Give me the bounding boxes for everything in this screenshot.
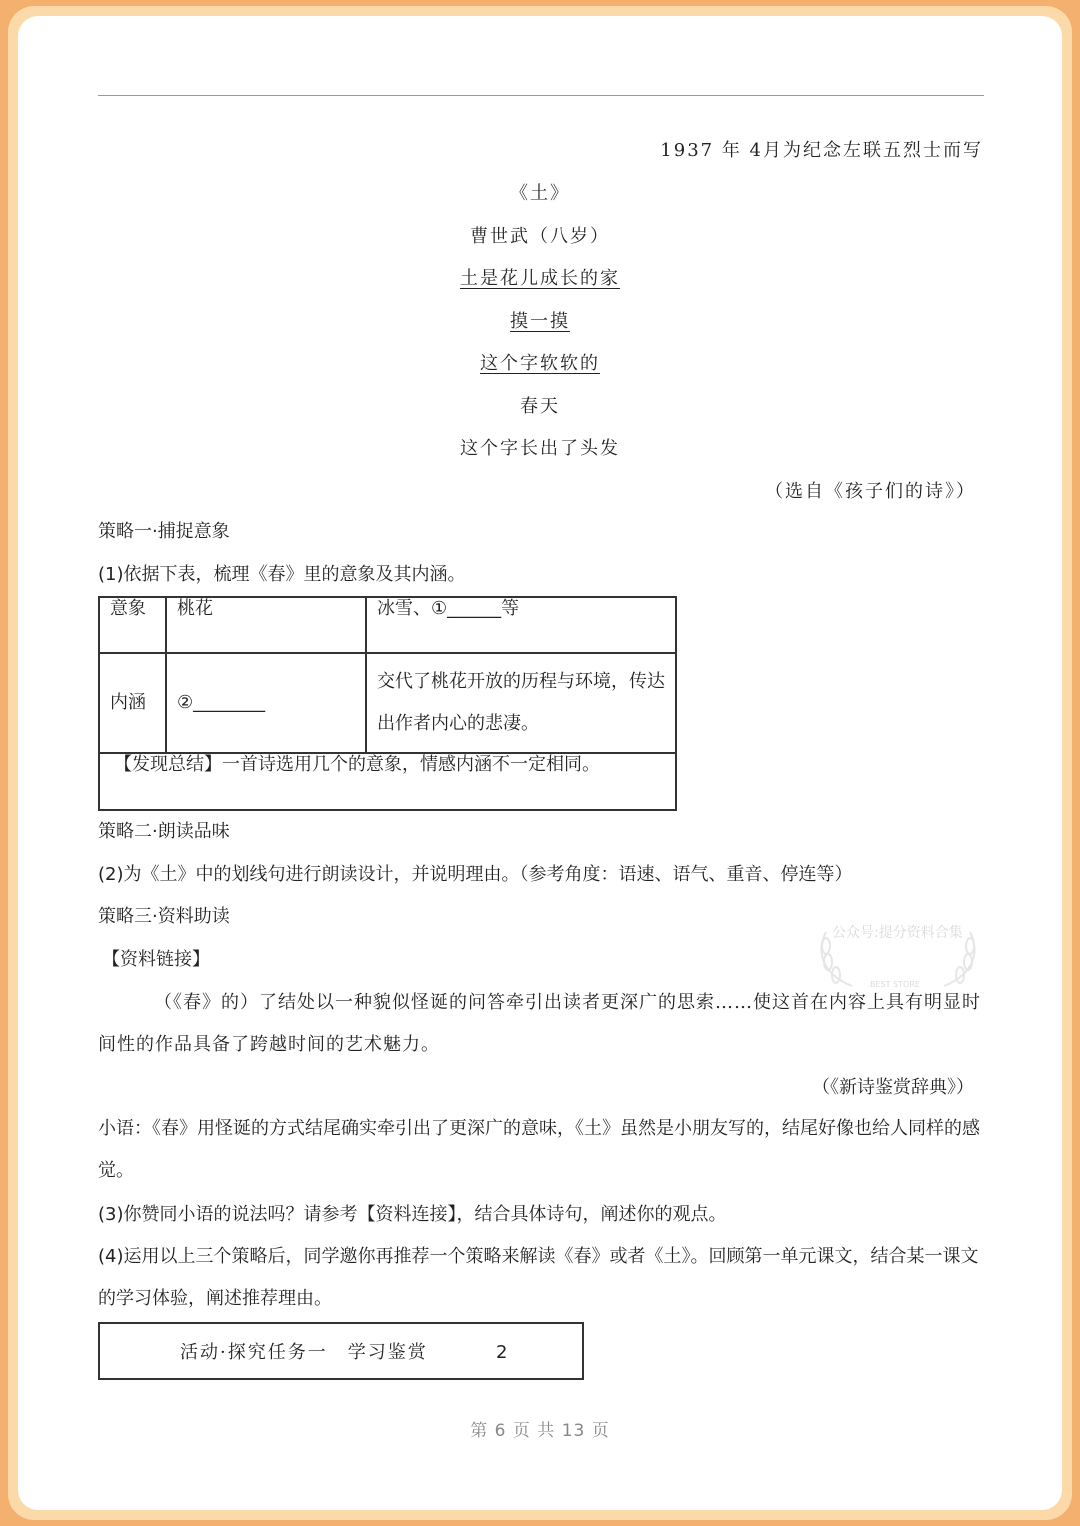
watermark [812, 912, 984, 994]
strategy3-heading: 策略三·资料助读 [98, 906, 230, 927]
activity-number: 2 [496, 1342, 508, 1363]
question-3: (3)你赞同小语的说法吗？请参考【资料连接】，结合具体诗句，阐述你的观点。 [98, 1204, 727, 1225]
imagery-table [98, 596, 677, 811]
dedication-line: 1937 年 4月为纪念左联五烈士而写 [660, 140, 983, 161]
material-link-label: 【资料链接】 [102, 949, 210, 970]
table-cell: 意象 [99, 597, 166, 653]
page-footer: 第 6 页 共 13 页 [470, 1421, 610, 1441]
header-rule [98, 95, 984, 96]
table-cell: 交代了桃花开放的历程与环境，传达出作者内心的悲凄。 [366, 653, 676, 753]
strategy1-heading: 策略一·捕捉意象 [98, 521, 230, 542]
table-cell-blank-2: ②________ [166, 653, 366, 753]
table-cell: 内涵 [99, 653, 166, 753]
poem-source: （选自《孩子们的诗》） [765, 481, 976, 502]
poem-line-underlined: 摸一摸 [510, 311, 570, 332]
activity-box [98, 1322, 584, 1380]
poem-line-underlined: 土是花儿成长的家 [460, 268, 620, 289]
activity-label: 活动·探究任务一 学习鉴赏 [180, 1342, 428, 1363]
poem-line: 春天 [520, 396, 560, 417]
table-cell-blank-1: 冰雪、①______等 [366, 597, 676, 653]
poem-line: 这个字长出了头发 [460, 438, 620, 459]
question-1: (1)依据下表，梳理《春》里的意象及其内涵。 [98, 564, 466, 585]
watermark-text: 公众号:提分资料合集 [832, 925, 963, 941]
discovery-summary: 【发现总结】一首诗选用几个的意象，情感内涵不一定相同。 [99, 753, 676, 810]
question-2: (2)为《土》中的划线句进行朗读设计，并说明理由。（参考角度：语速、语气、重音、停连等） [98, 864, 853, 885]
question-4: (4)运用以上三个策略后，同学邀你再推荐一个策略来解读《春》或者《土》。回顾第一单元课文，结合某一课文的学习体验，阐述推荐理由。 [98, 1246, 979, 1309]
xiaoyu-comment: 小语：《春》用怪诞的方式结尾确实牵引出了更深广的意味，《土》虽然是小朋友写的，结尾好像也给人同样的感觉。 [98, 1118, 980, 1181]
strategy2-heading: 策略二·朗读品味 [98, 821, 230, 842]
poem-author: 曹世武（八岁） [470, 226, 610, 247]
poem-line-underlined: 这个字软软的 [480, 353, 600, 374]
material-quote: （《春》的）了结处以一种貌似怪诞的问答牵引出读者更深广的思索……使这首在内容上具有明显时间性的作品具备了跨越时间的艺术魅力。 [98, 992, 981, 1055]
poem-title: 《土》 [510, 183, 570, 204]
table-cell: 桃花 [166, 597, 366, 653]
quote-source: （《新诗鉴赏辞典》） [812, 1077, 974, 1098]
watermark-sub: BEST STORE [870, 980, 920, 989]
